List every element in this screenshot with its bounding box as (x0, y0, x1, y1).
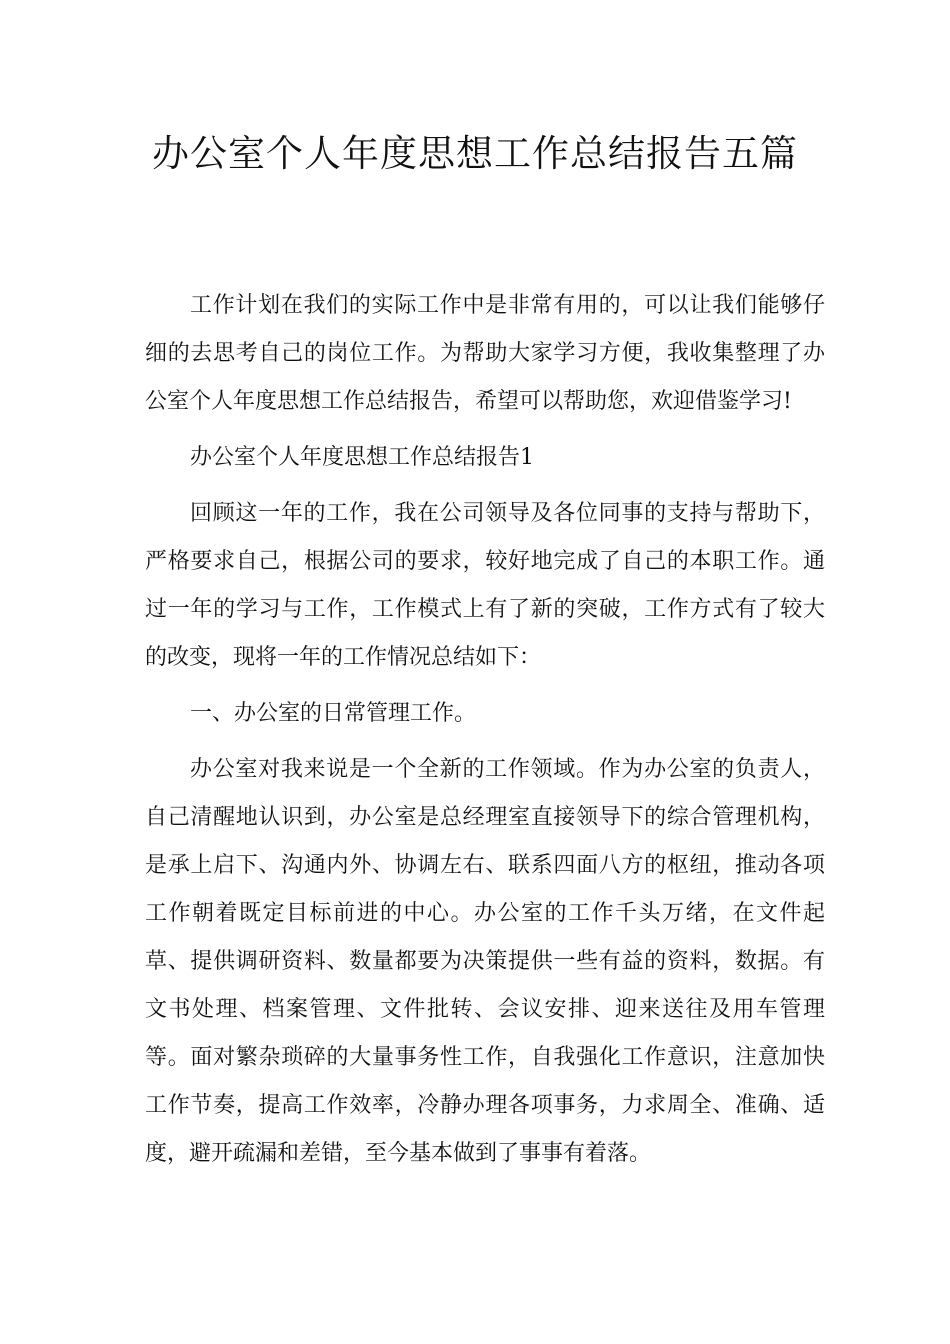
report-heading: 办公室个人年度思想工作总结报告1 (190, 445, 534, 470)
office-work-paragraph: 办公室对我来说是一个全新的工作领域。作为办公室的负责人，自己清醒地认识到，办公室是总经理室直接领导下的综合管理机构，是承上启下、沟通内外、协调左右、联系四面八方的枢纽，推动各项工作朝着既定目标前进的中心。办公室的工作千头万绪，在文件起草、提供调研资料、数量都要为决策提供一些有益的资料，数据。有文书处理、档案管理、文件批转、会议安排、迎来送往及用车管理等。面对繁杂琐碎的大量事务性工作，自我强化工作意识，注意加快工作节奏，提高工作效率，冷静办理各项事务，力求周全、准确、适度，避开疏漏和差错，至今基本做到了事事有着落。 (145, 757, 825, 1166)
intro-paragraph: 工作计划在我们的实际工作中是非常有用的，可以让我们能够仔细的去思考自己的岗位工作。为帮助大家学习方便，我收集整理了办公室个人年度思想工作总结报告，希望可以帮助您，欢迎借鉴学习! (145, 293, 825, 414)
section-heading: 一、办公室的日常管理工作。 (190, 701, 477, 726)
document-body (145, 282, 825, 1186)
document-title: 办公室个人年度思想工作总结报告五篇 (152, 132, 798, 175)
review-paragraph: 回顾这一年的工作，我在公司领导及各位同事的支持与帮助下，严格要求自己，根据公司的要求，较好地完成了自己的本职工作。通过一年的学习与工作，工作模式上有了新的突破，工作方式有了较大的改变，现将一年的工作情况总结如下： (145, 501, 825, 670)
